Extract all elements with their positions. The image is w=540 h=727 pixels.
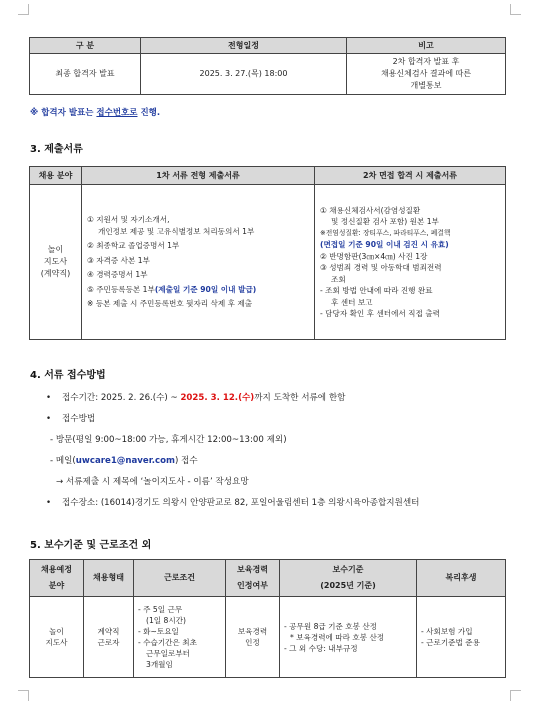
list-item: • 접수방법: [40, 409, 419, 430]
remark-cell: [347, 54, 506, 95]
list-item: ① 지원서 및 자기소개서,: [87, 215, 170, 225]
col-header-conditions: 근로조건: [134, 560, 226, 597]
second-docs-cell: [315, 185, 506, 340]
type-cell: 계약직 근로자: [84, 597, 134, 678]
table-row: [30, 597, 506, 678]
list-item: 및 정신질환 검사 포함) 원본 1부: [331, 217, 439, 226]
list-item: ① 채용신체검사서(감염성질환: [320, 205, 421, 215]
list-item: 조회: [331, 274, 346, 284]
col-header-category: 구 분: [30, 38, 141, 54]
list-item: 개인정보 제공 및 고유식별정보 처리동의서 1부: [98, 226, 255, 236]
remark-line: 개별통보: [410, 81, 442, 90]
list-item: - 담당자 확인 후 센터에서 직접 출력: [320, 309, 440, 318]
deadline-date: 2025. 3. 12.(수): [180, 393, 255, 403]
list-item: ⑤ 주민등록등본 1부(제출일 기준 90일 이내 발급): [87, 284, 257, 294]
section-title-conditions: 5. 보수기준 및 근로조건 외: [30, 540, 152, 551]
section-title-submission: 4. 서류 접수방법: [30, 370, 106, 381]
list-item: ② 최종학교 졸업증명서 1부: [87, 241, 180, 251]
announcement-note: ※ 합격자 발표는 접수번호로 진행.: [30, 108, 161, 118]
note-underlined: 접수번호로: [96, 108, 138, 118]
field-cell: 놀이 지도사 (계약직): [30, 185, 82, 340]
corner-mark-bottom-left: [18, 690, 29, 701]
list-item: - 방문(평일 9:00~18:00 가능, 휴게시간 12:00~13:00 제외): [50, 435, 287, 445]
col-header-first-docs: 1차 서류 전형 제출서류: [82, 167, 315, 185]
conditions-table: [29, 559, 506, 678]
list-item: ③ 성범죄 경력 및 아동학대 범죄전력: [320, 263, 442, 272]
career-cell: 보육경력 인정: [226, 597, 280, 678]
col-header-remark: 비고: [347, 38, 506, 54]
col-header-second-docs: 2차 면접 합격 시 제출서류: [315, 167, 506, 185]
list-item: - 조회 방법 안내에 따라 진행 완료: [320, 286, 433, 295]
list-item: ② 반명함판(3㎝×4㎝) 사진 1장: [320, 251, 428, 261]
corner-mark-bottom-right: [510, 690, 521, 701]
list-item: • 접수기간: 2025. 2. 26.(수) ~ 2025. 3. 12.(수)까지 도착한 서류에 한함: [40, 388, 419, 409]
col-header-type: 채용형태: [84, 560, 134, 597]
email-link[interactable]: uwcare1@naver.com: [75, 456, 175, 466]
table-row: [30, 54, 506, 95]
list-item: 후 센터 보고: [331, 297, 373, 307]
remark-line: 2차 합격자 발표 후: [392, 57, 460, 66]
field-cell: 놀이 지도사: [30, 597, 84, 678]
first-docs-cell: [82, 185, 315, 340]
conditions-cell: - 주 5일 근무 (1일 8시간) - 화~토요일 - 수습기간은 최초 근무일로부터 3개월임: [134, 597, 226, 678]
issue-date-emphasis: (제출일 기준 90일 이내 발급): [154, 284, 257, 294]
col-header-schedule: 전형일정: [141, 38, 347, 54]
table-row: [30, 185, 506, 340]
col-header-career: 보육경력 인정여부: [226, 560, 280, 597]
remark-line: 채용신체검사 결과에 따른: [380, 69, 472, 78]
col-header-welfare: 복리후생: [417, 560, 506, 597]
checkup-validity-emphasis: (면접일 기준 90일 이내 검진 시 유효): [320, 240, 449, 249]
col-header-field: 채용예정 분야: [30, 560, 84, 597]
documents-table: [29, 166, 506, 340]
welfare-cell: - 사회보험 가입 - 근로기준법 준용: [417, 597, 506, 678]
list-item: ③ 자격증 사본 1부: [87, 255, 150, 265]
category-cell: 최종 합격자 발표: [30, 54, 141, 95]
list-item: ④ 경력증명서 1부: [87, 270, 148, 280]
schedule-cell: 2025. 3. 27.(목) 18:00: [141, 54, 347, 95]
list-item: → 서류제출 시 제목에 ‘놀이지도사 - 이름’ 작성요망: [56, 477, 249, 487]
submission-details: [40, 388, 419, 514]
list-item: ※ 등본 제출 시 주민등록번호 뒷자리 삭제 후 제출: [87, 299, 253, 309]
col-header-pay: 보수기준 (2025년 기준): [280, 560, 417, 597]
corner-mark-top-left: [18, 4, 29, 15]
col-header-field: 채용 분야: [30, 167, 82, 185]
list-item: • 접수장소: (16014)경기도 의왕시 안양판교로 82, 포일어울림센터 1층 의왕시육아종합지원센터: [40, 493, 419, 514]
section-title-documents: 3. 제출서류: [30, 144, 83, 155]
list-item: - 메일(uwcare1@naver.com) 접수: [50, 456, 198, 466]
list-item: ※전염성질환: 장티푸스, 파라티푸스, 폐결핵: [320, 228, 451, 237]
pay-cell: - 공무원 8급 기준 호봉 산정 * 보육경력에 따라 호봉 산정 - 그 외 수당: 내부규정: [280, 597, 417, 678]
schedule-table: [29, 37, 506, 95]
corner-mark-top-right: [510, 4, 521, 15]
